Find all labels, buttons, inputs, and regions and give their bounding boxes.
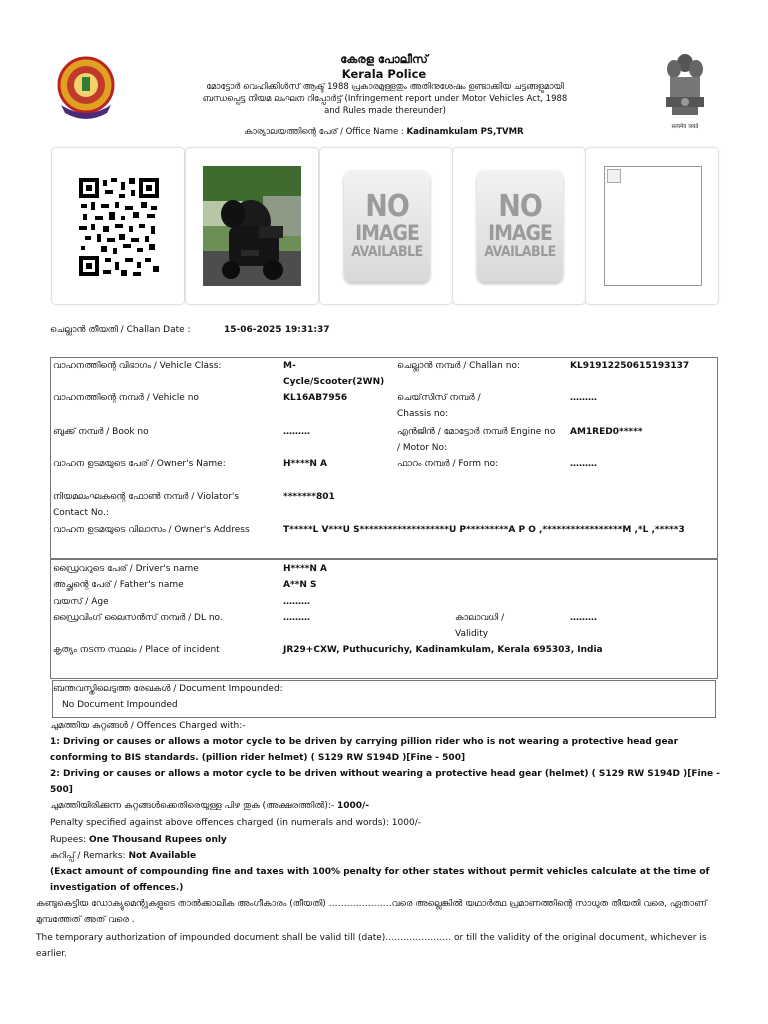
- chassis-no-label: ചെയ്‌സിസ് നമ്പർ / Chassis no:: [397, 393, 481, 419]
- offence-item-2: [50, 766, 720, 798]
- no-image-text-3: AVAILABLE: [484, 244, 556, 260]
- vehicle-class-value: M-Cycle/Scooter(2WN): [283, 361, 385, 387]
- book-no-value: ………: [283, 427, 310, 437]
- driver-name-label: ഡ്രൈവറുടെ പേര് / Driver's name: [53, 564, 199, 574]
- challan-no-label: ചെല്ലാൻ നമ്പർ / Challan no:: [397, 361, 520, 371]
- temp-auth-en: The temporary authorization of impounded document shall be valid till (date)…………………. or till the validity of the original document, whichever is earlier.: [36, 933, 707, 959]
- challan-no-value: KL91912250615193137: [570, 361, 690, 371]
- validity-label: കാലാവധി / Validity: [455, 613, 505, 639]
- penalty-text: Penalty specified against above offences charged (in numerals and words): 1000/-: [50, 818, 421, 828]
- violation-photo: [203, 166, 301, 286]
- qr-code-card: [51, 147, 185, 305]
- violator-contact-value: *******801: [283, 492, 335, 502]
- remarks-label: കുറിപ്പ് / Remarks:: [50, 851, 129, 861]
- place-label: കൃത്യം നടന്ന സ്ഥലം / Place of incident: [53, 645, 220, 655]
- father-name-label: അച്ഛന്റെ പേര് / Father's name: [53, 580, 184, 590]
- vehicle-no-value: KL16AB7956: [283, 393, 348, 403]
- no-image-text-2: IMAGE: [355, 221, 419, 245]
- broken-image-icon: [604, 166, 702, 286]
- no-image-text-1: NO: [365, 189, 409, 224]
- fine-ml: [50, 798, 720, 814]
- office-value: Kadinamkulam PS,TVMR: [406, 127, 524, 137]
- dl-no-label: ഡ്രൈവിംഗ് ലൈസൻസ് നമ്പർ / DL no.: [53, 613, 223, 623]
- offence-item-1: [50, 734, 720, 766]
- owner-address-value: T*****L V***U S*******************U P*********A P O ,*****************M ,*L ,*****3: [283, 525, 685, 535]
- challan-date-value: 15-06-2025 19:31:37: [224, 325, 330, 335]
- no-image-placeholder-1: [344, 170, 430, 282]
- dl-no-value: ………: [283, 613, 310, 623]
- office-name: [0, 127, 768, 137]
- no-image-text-2: IMAGE: [488, 221, 552, 245]
- national-emblem-icon: [660, 51, 710, 131]
- violator-contact-label: നിയമലംഘകന്റെ ഫോൺ നമ്പർ / Violator's Contact No.:: [53, 492, 240, 518]
- place-value: JR29+CXW, Puthucurichy, Kadinamkulam, Kerala 695303, India: [283, 645, 603, 655]
- offence-item-1-text: 1: Driving or causes or allows a motor cycle to be driven by carrying pillion rider who is not wearing a protective head gear conforming to BIS standards. (pillion rider helmet) ( S129 RW S194D )[Fine - 500]: [50, 737, 679, 763]
- broken-image-card: [585, 147, 719, 305]
- fine-ml-value: 1000/-: [336, 801, 370, 811]
- rupees: [50, 832, 720, 848]
- owner-name-value: H****N A: [283, 459, 327, 469]
- chassis-no-value: ………: [570, 393, 597, 403]
- age-label: വയസ് / Age: [53, 597, 109, 607]
- age-value: ………: [283, 597, 310, 607]
- driver-name-value: H****N A: [283, 564, 327, 574]
- no-image-card-1: [319, 147, 453, 305]
- documents-value: No Document Impounded: [62, 700, 178, 710]
- remarks-value: Not Available: [128, 851, 197, 861]
- offences-header: ചുമത്തിയ കുറ്റങ്ങൾ / Offences Charged with:-: [50, 721, 246, 731]
- vehicle-class-label: വാഹനത്തിന്റെ വിഭാഗം / Vehicle Class:: [53, 361, 222, 371]
- form-no-label: ഫാറം നമ്പർ / Form no:: [397, 459, 499, 469]
- fine-ml-label: ചുമത്തിയിരിക്കുന്ന കുറ്റങ്ങൾക്കെതിരെയുള്ള പിഴ തുക (അക്ഷരത്തിൽ):-: [50, 801, 337, 811]
- offence-item-2-text: 2: Driving or causes or allows a motor cycle to be driven without wearing a protective head gear (helmet) ( S129 RW S194D )[Fine - 500]: [50, 769, 720, 795]
- no-image-text-3: AVAILABLE: [351, 244, 423, 260]
- vehicle-no-label: വാഹനത്തിന്റെ നമ്പർ / Vehicle no: [53, 393, 199, 403]
- violation-photo-card: [185, 147, 319, 305]
- book-no-label: ബുക്ക് നമ്പർ / Book no: [53, 427, 149, 437]
- father-name-value: A**N S: [283, 580, 317, 590]
- emblem-motto: सत्यमेव जयते: [671, 124, 699, 130]
- form-no-value: ………: [570, 459, 597, 469]
- compounding-note-text: (Exact amount of compounding fine and taxes with 100% penalty for other states without permit vehicles calculate at the time of investigation of offences.): [50, 867, 710, 893]
- rupees-label: Rupees:: [50, 835, 89, 845]
- qr-code: [79, 178, 159, 276]
- header-title-ml: കേരള പോലീസ്: [340, 52, 428, 66]
- engine-no-value: AM1RED0*****: [570, 427, 643, 437]
- rupees-value: One Thousand Rupees only: [88, 835, 227, 845]
- temp-auth-ml: കണ്ടുകെട്ടിയ ഡോക്യുമെന്റുകളുടെ താൽക്കാലിക അംഗീകാരം (തീയതി) …………………വരെ അല്ലെങ്കിൽ യഥാർത്ഥ പ്രമാണത്തിന്റെ സാധുത തീയതി വരെ, ഏതാണ് മുമ്പത്തേത് അത് വരെ .: [36, 899, 707, 925]
- no-image-text-1: NO: [498, 189, 542, 224]
- header-description: മോട്ടോർ വെഹിക്കിൾസ് ആക്ട് 1988 പ്രകാരമുള്ളതും അതിനുശേഷം ഉണ്ടാക്കിയ ചട്ടങ്ങളുമായി ബന്ധപ്പെട്ട നിയമ ലംഘന റിപ്പോർട്ട് (Infringement report under Motor Vehicles Act, 1988 and Rules made thereunder): [202, 82, 568, 116]
- remarks: [50, 848, 720, 864]
- no-image-card-2: [452, 147, 586, 305]
- challan-date-label: ചെല്ലാൻ തീയതി / Challan Date :: [50, 325, 191, 335]
- compounding-note: [50, 864, 720, 896]
- owner-address-label: വാഹന ഉടമയുടെ വിലാസം / Owner's Address: [53, 525, 250, 535]
- engine-no-label: എൻജിൻ / മോട്ടോർ നമ്പർ Engine no / Motor No:: [397, 427, 556, 453]
- header-title-en: Kerala Police: [341, 67, 427, 81]
- no-image-placeholder-2: [477, 170, 563, 282]
- documents-label: ബന്തവസ്തിലെടുത്ത രേഖകൾ / Document Impounded:: [53, 684, 283, 694]
- owner-name-label: വാഹന ഉടമയുടെ പേര് / Owner's Name:: [53, 459, 226, 469]
- validity-value: ………: [570, 613, 597, 623]
- office-label: കാര്യാലയത്തിന്റെ പേര് / Office Name :: [244, 127, 407, 137]
